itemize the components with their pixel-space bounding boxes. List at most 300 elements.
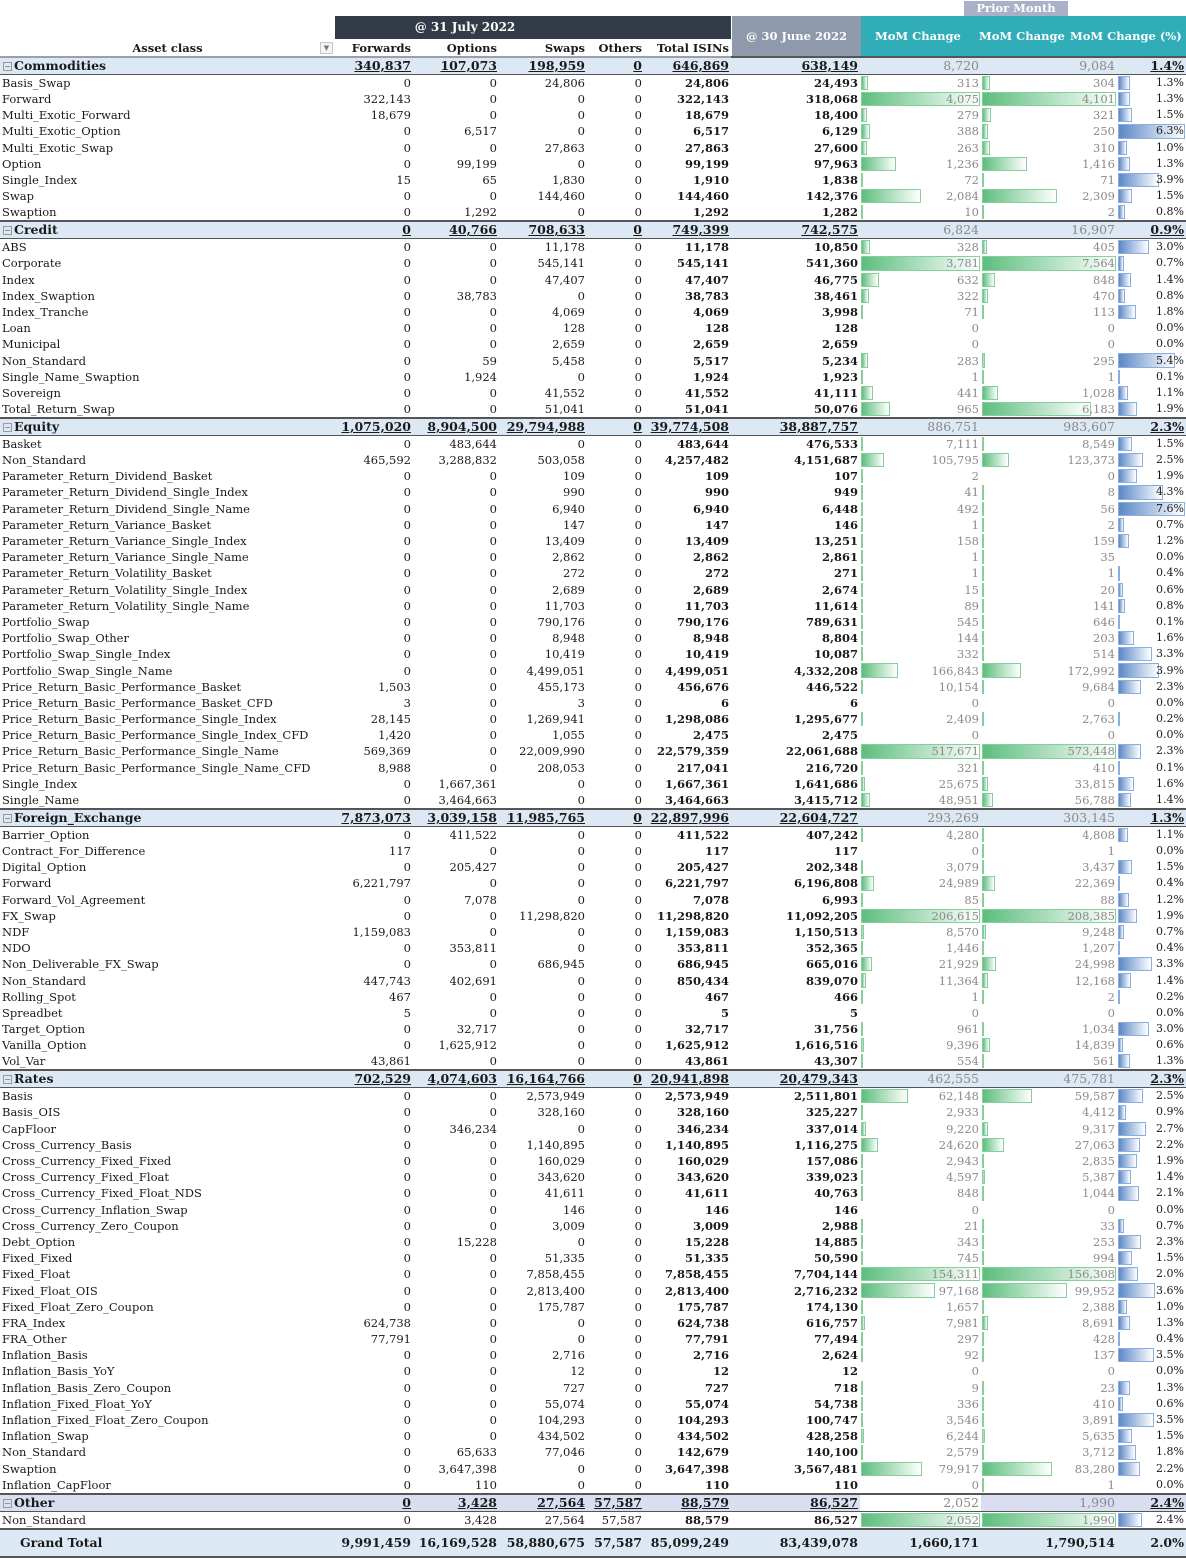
cell-value: 104,293 [676,1413,729,1428]
mom-change-prior-cell [981,75,1117,92]
cell-value: 0 [402,222,411,238]
swaps-cell [499,336,587,352]
june-total-cell [731,156,860,172]
table-row[interactable] [0,662,1186,678]
mom-change-prior-cell [981,418,1117,436]
change-databar [861,550,863,564]
forwards-cell [335,1315,413,1331]
cell-value: 0 [403,1477,411,1492]
options-cell [413,418,499,436]
table-row[interactable] [0,91,1186,107]
mom-change-prior-cell [981,1104,1117,1120]
table-row[interactable] [0,239,1186,256]
table-row[interactable] [0,924,1186,940]
mom-change-prior-cell [981,1021,1117,1037]
others-cell [587,533,644,549]
mom-change-cell [860,1234,981,1250]
swaps-cell [499,875,587,891]
cell-value: 1,657 [946,1299,979,1314]
change-databar [861,647,863,661]
table-row[interactable] [0,875,1186,891]
mom-change-prior-cell [981,1363,1117,1379]
table-row[interactable] [0,956,1186,972]
cell-value: 0.8% [1156,598,1184,612]
cell-value: 0 [403,288,411,303]
mom-change-pct-cell [1117,776,1186,792]
swaps-header[interactable]: Swaps [499,40,587,57]
table-row[interactable] [0,123,1186,139]
june-total-cell [731,1529,860,1557]
table-row[interactable] [0,1202,1186,1218]
others-cell [587,57,644,75]
mom-change-cell [860,320,981,336]
others-cell [587,1005,644,1021]
grand-total-row[interactable] [0,1529,1186,1557]
june-total-cell [731,1121,860,1137]
cell-value: 0 [403,385,411,400]
table-row[interactable] [0,711,1186,727]
table-row[interactable] [0,255,1186,271]
cell-value: 0 [634,892,642,907]
forwards-cell [335,908,413,924]
table-row[interactable] [0,517,1186,533]
cell-value: 0 [403,1283,411,1298]
cell-value: 0 [634,1461,642,1476]
table-row[interactable] [0,1088,1186,1105]
row-label-text: Portfolio_Swap_Single_Name [2,663,173,678]
june-total-cell [731,272,860,288]
table-row[interactable] [0,468,1186,484]
group-row-equity[interactable] [0,418,1186,436]
row-label-text: Inflation_Basis_YoY [2,1364,115,1379]
change-databar [982,1413,984,1427]
cell-value: 2.7% [1156,1121,1184,1135]
forwards-cell [335,1053,413,1070]
forwards-cell [335,75,413,92]
table-row[interactable] [0,679,1186,695]
cell-value: 109 [704,469,729,484]
mom-change-pct-cell [1117,57,1186,75]
table-row[interactable] [0,172,1186,188]
cell-value: 0 [634,1089,642,1104]
collapse-toggle-icon[interactable]: − [4,423,11,432]
options-cell [413,679,499,695]
swaps-cell [499,843,587,859]
june-total-cell [731,646,860,662]
table-row[interactable] [0,1153,1186,1169]
total-isins-cell [644,468,731,484]
table-row[interactable] [0,75,1186,92]
total-isins-cell [644,1412,731,1428]
table-row[interactable] [0,614,1186,630]
cell-value: 6.3% [1156,124,1184,138]
cell-value: 4,499,051 [664,663,729,678]
cell-value: 0 [634,924,642,939]
mom-change-prior-cell [981,1380,1117,1396]
others-cell [587,1428,644,1444]
total-isins-cell [644,1053,731,1070]
forwards-cell [335,288,413,304]
change-databar [861,1300,863,1314]
table-row[interactable] [0,501,1186,517]
mom-change-cell [860,1021,981,1037]
table-row[interactable] [0,140,1186,156]
table-row[interactable] [0,352,1186,368]
total-isins-cell [644,549,731,565]
cell-value: 7,078 [464,892,497,907]
cell-value: 3,546 [946,1413,979,1428]
row-label-text: Municipal [2,337,61,352]
cell-value: 10,419 [684,647,729,662]
cell-value: 0 [634,534,642,549]
cell-value: 0 [403,124,411,139]
june-total-cell [731,533,860,549]
group-row-rates[interactable] [0,1070,1186,1088]
cell-value: 11,703 [684,598,729,613]
table-row[interactable] [0,1169,1186,1185]
table-row[interactable] [0,1347,1186,1363]
table-row[interactable] [0,1477,1186,1494]
total-isins-header[interactable]: Total ISINs [644,40,731,57]
cell-value: 0 [634,695,642,710]
change-databar [982,1122,988,1136]
mom-change-pct-cell [1117,809,1186,827]
cell-value: 10,850 [813,240,858,255]
cell-value: 638,149 [801,58,858,73]
forwards-header[interactable]: Forwards [335,40,413,57]
table-row[interactable] [0,533,1186,549]
options-cell [413,1347,499,1363]
collapse-toggle-icon[interactable]: − [4,813,11,823]
cell-value: 85 [964,892,979,907]
table-row[interactable] [0,107,1186,123]
cell-value: 0 [577,108,585,123]
mom-change-prior-cell [981,1037,1117,1053]
table-row[interactable] [0,989,1186,1005]
june-total-cell [731,1331,860,1347]
table-row[interactable] [0,776,1186,792]
group-row-other[interactable] [0,1494,1186,1512]
change-databar [861,1413,863,1427]
row-label-text: Total_Return_Swap [2,402,115,416]
table-row[interactable] [0,792,1186,809]
table-row[interactable] [0,892,1186,908]
table-row[interactable] [0,1218,1186,1234]
forwards-cell [335,272,413,288]
table-row[interactable] [0,188,1186,204]
table-row[interactable] [0,369,1186,385]
grand-total-label [0,1529,335,1557]
cell-value: 8,988 [378,760,411,775]
table-row[interactable] [0,1428,1186,1444]
mom-change-pct-cell [1117,760,1186,776]
table-row[interactable] [0,1299,1186,1315]
mom-change-prior-cell [981,1444,1117,1460]
cell-value: 411,522 [449,827,497,842]
cell-value: 2,862 [692,550,729,565]
forwards-cell [335,436,413,453]
row-label [0,1444,335,1460]
row-label-text: Single_Name_Swaption [2,369,140,384]
table-row[interactable] [0,272,1186,288]
table-row[interactable] [0,743,1186,759]
table-row[interactable] [0,630,1186,646]
others-cell [587,418,644,436]
table-row[interactable] [0,1234,1186,1250]
table-row[interactable] [0,484,1186,500]
cell-value: 1,034 [1082,1022,1115,1037]
swaps-cell [499,1380,587,1396]
table-row[interactable] [0,1396,1186,1412]
cell-value: 0.4% [1156,876,1184,890]
mom-change-prior-cell [981,221,1117,239]
cell-value: 7,873,073 [341,809,411,825]
total-isins-cell [644,1347,731,1363]
table-row[interactable] [0,859,1186,875]
cell-value: 8,720 [943,58,979,73]
table-row[interactable] [0,1053,1186,1070]
options-cell [413,727,499,743]
table-row[interactable] [0,320,1186,336]
pct-databar [1118,957,1152,971]
cell-value: 144,460 [676,189,729,204]
table-row[interactable] [0,385,1186,401]
mom-change-pct-cell [1117,565,1186,581]
cell-value: 263 [957,140,979,155]
table-row[interactable] [0,204,1186,221]
cell-value: 16,169,528 [418,1534,497,1550]
june-total-cell [731,1477,860,1494]
swaps-cell [499,1202,587,1218]
change-databar [982,189,1057,203]
row-label [0,1037,335,1053]
cell-value: 1,641,686 [793,776,858,791]
collapse-toggle-icon[interactable]: − [4,62,11,71]
change-databar [982,828,984,842]
cell-value: 727 [704,1380,729,1395]
forwards-cell [335,972,413,988]
cell-value: 13,409 [544,534,585,549]
others-cell [587,385,644,401]
total-isins-cell [644,304,731,320]
others-cell [587,695,644,711]
mom-change-prior-cell [981,646,1117,662]
cell-value: 1,269,941 [526,712,585,727]
pct-databar [1118,680,1141,694]
group-label[interactable] [0,1070,335,1088]
group-label[interactable] [0,809,335,827]
table-row[interactable] [0,336,1186,352]
cell-value: 0 [577,892,585,907]
cell-value: 1,150,513 [793,924,858,939]
pct-databar [1118,256,1124,270]
table-row[interactable] [0,1331,1186,1347]
table-row[interactable] [0,304,1186,320]
cell-value: 850,434 [676,973,729,988]
mom-change-cell [860,501,981,517]
table-row[interactable] [0,1021,1186,1037]
mom-change-pct-cell [1117,1282,1186,1298]
table-row[interactable] [0,1037,1186,1053]
cell-value: 467 [389,989,411,1004]
change-databar [861,566,863,580]
cell-value: 0 [403,614,411,629]
cell-value: 83,439,078 [779,1534,858,1550]
group-row-credit[interactable] [0,221,1186,239]
group-label[interactable] [0,221,335,239]
mom-change-cell [860,859,981,875]
cell-value: 62,148 [938,1089,979,1104]
group-row-foreign-exchange[interactable] [0,809,1186,827]
table-row[interactable] [0,1266,1186,1282]
table-row[interactable] [0,1250,1186,1266]
cell-value: 20,941,898 [650,1071,729,1087]
group-label[interactable] [0,57,335,75]
change-databar [861,402,890,416]
change-databar [861,205,863,219]
table-row[interactable] [0,156,1186,172]
table-row[interactable] [0,1104,1186,1120]
cell-value: 1.5% [1156,189,1184,203]
mom-change-prior-cell [981,582,1117,598]
row-label [0,1202,335,1218]
cell-value: 1,159,083 [664,924,729,939]
row-label-text: Debt_Option [2,1234,76,1249]
table-row[interactable] [0,598,1186,614]
table-row[interactable] [0,1185,1186,1201]
others-header[interactable]: Others [587,40,644,57]
change-databar [861,777,865,791]
cell-value: 1,910 [692,173,729,188]
row-label-text: Single_Index [2,776,78,791]
table-row[interactable] [0,1363,1186,1379]
mom-change-cell [860,760,981,776]
pct-databar [1118,1122,1146,1136]
cell-value: 0 [403,550,411,565]
options-cell [413,1070,499,1088]
change-databar [982,1251,984,1265]
row-label-text: Parameter_Return_Volatility_Single_Index [2,582,248,597]
change-databar [982,663,1021,677]
total-isins-cell [644,188,731,204]
mom-change-pct-cell [1117,288,1186,304]
row-label-text: FX_Swap [2,908,56,923]
options-cell [413,1250,499,1266]
table-row[interactable] [0,1137,1186,1153]
table-row[interactable] [0,843,1186,859]
row-label [0,565,335,581]
table-row[interactable] [0,288,1186,304]
row-label-text: Corporate [2,256,62,271]
cell-value: 16,164,766 [506,1071,585,1087]
cell-value: 0 [489,140,497,155]
table-row[interactable] [0,908,1186,924]
table-row[interactable] [0,646,1186,662]
row-label [0,940,335,956]
cell-value: 2 [971,469,979,484]
cell-value: 202,348 [805,860,858,875]
total-isins-cell [644,1121,731,1137]
table-row[interactable] [0,940,1186,956]
table-row[interactable] [0,1412,1186,1428]
cell-value: 24,998 [1074,957,1115,972]
table-row[interactable] [0,436,1186,453]
cell-value: 0 [403,1299,411,1314]
others-cell [587,809,644,827]
cell-value: 6 [849,695,858,710]
cell-value: 40,763 [813,1186,858,1201]
table-row[interactable] [0,1444,1186,1460]
collapse-toggle-icon[interactable]: − [4,1075,11,1085]
table-row[interactable] [0,549,1186,565]
cell-value: 0 [489,240,497,255]
group-row-commodities[interactable] [0,57,1186,75]
group-label[interactable] [0,418,335,436]
group-label[interactable] [0,1494,335,1512]
table-row[interactable] [0,452,1186,468]
table-row[interactable] [0,401,1186,418]
table-row[interactable] [0,1511,1186,1529]
table-row[interactable] [0,565,1186,581]
options-header[interactable]: Options [413,40,499,57]
cell-value: 0 [634,1477,642,1492]
table-row[interactable] [0,1282,1186,1298]
change-databar [861,453,884,467]
total-isins-cell [644,533,731,549]
cell-value: 0 [577,205,585,220]
dropdown-filter-icon[interactable]: ▼ [320,42,333,54]
table-row[interactable] [0,972,1186,988]
cell-value: 13,251 [813,534,858,549]
table-row[interactable] [0,1121,1186,1137]
table-row[interactable] [0,760,1186,776]
swaps-cell [499,304,587,320]
cell-value: 88,579 [684,1512,729,1527]
collapse-toggle-icon[interactable]: − [4,226,11,236]
pct-databar [1118,1348,1154,1362]
table-row[interactable] [0,1461,1186,1477]
table-row[interactable] [0,1005,1186,1021]
swaps-cell [499,1137,587,1153]
cell-value: 1.3% [1150,809,1184,825]
cell-value: 0 [403,189,411,204]
collapse-toggle-icon[interactable]: − [4,1498,11,1508]
table-row[interactable] [0,695,1186,711]
options-cell [413,188,499,204]
mom-change-prior-cell [981,1250,1117,1266]
table-row[interactable] [0,582,1186,598]
cell-value: 0 [634,582,642,597]
table-row[interactable] [0,1380,1186,1396]
others-cell [587,892,644,908]
mom-change-pct-cell [1117,972,1186,988]
swaps-cell [499,582,587,598]
cell-value: 3,415,712 [793,792,858,807]
cell-value: 43,861 [370,1054,411,1069]
table-row[interactable] [0,826,1186,843]
cell-value: 86,527 [810,1494,858,1510]
cell-value: 24,806 [684,76,729,90]
table-row[interactable] [0,1315,1186,1331]
cell-value: 2,084 [946,189,979,204]
mom-change-pct-cell [1117,1444,1186,1460]
cell-value: 0.0% [1156,728,1184,742]
mom-change-cell [860,1250,981,1266]
row-label [0,875,335,891]
table-row[interactable] [0,727,1186,743]
row-label-text: Cross_Currency_Inflation_Swap [2,1202,188,1217]
cell-value: 318,068 [805,92,858,107]
